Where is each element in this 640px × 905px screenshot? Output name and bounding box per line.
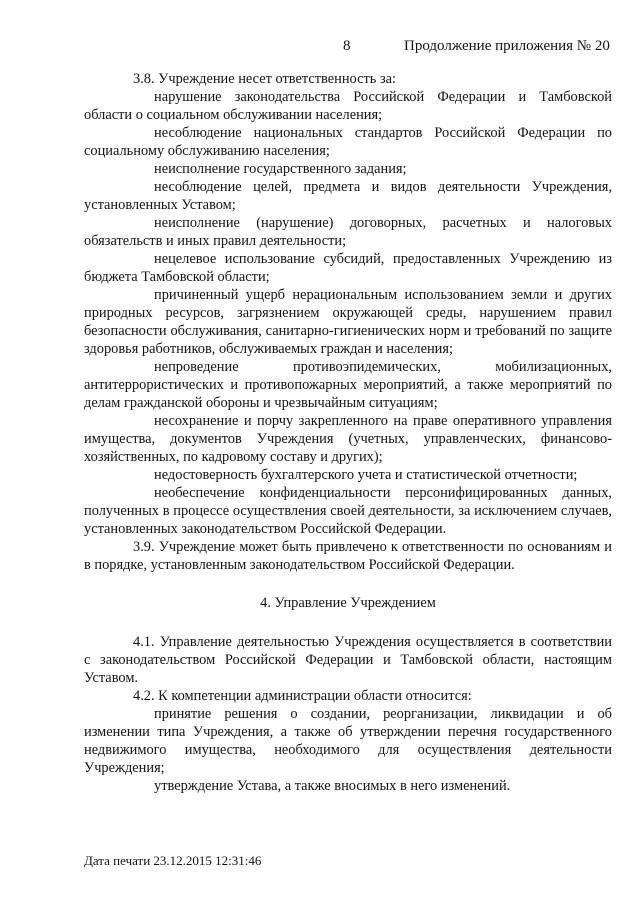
paragraph-4-1: 4.1. Управление деятельностью Учреждения осуществляется в соответствии с законодательством Российской Федерации и Тамбовской области, настоящим Уставом. bbox=[84, 634, 612, 686]
list-item: несохранение и порчу закрепленного на праве оперативного управления имущества, документов Учреждения (учетных, управленческих, финансово-хозяйственных, по кадровому составу и других); bbox=[84, 413, 612, 465]
list-item: принятие решения о создании, реорганизации, ликвидации и об изменении типа Учреждения, а также об утверждении перечня государственного недвижимого имущества, необходимого для осуществления деятельности Учреждения; bbox=[84, 706, 612, 776]
print-date: Дата печати 23.12.2015 12:31:46 bbox=[84, 853, 262, 868]
paragraph-4-2: 4.2. К компетенции администрации области относится: bbox=[133, 688, 472, 704]
list-item: необеспечение конфиденциальности персонифицированных данных, полученных в процессе осуществления своей деятельности, за исключением случаев, установленных законодательством Российской Федерации. bbox=[84, 485, 612, 537]
list-item: несоблюдение национальных стандартов Российской Федерации по социальному обслуживанию населения; bbox=[84, 125, 612, 159]
paragraph-3-8: 3.8. Учреждение несет ответственность за: bbox=[133, 71, 397, 87]
list-item: причиненный ущерб нерациональным использованием земли и других природных ресурсов, загрязнением окружающей среды, нарушением правил безопасности обслуживания, санитарно-гигиенических норм и требований по защите здоровья работников, обслуживаемых граждан и населения; bbox=[84, 287, 612, 357]
list-item: нарушение законодательства Российской Федерации и Тамбовской области о социальном обслуживании населения; bbox=[84, 89, 612, 123]
list-item: утверждение Устава, а также вносимых в него изменений. bbox=[154, 778, 511, 794]
list-item: неисполнение (нарушение) договорных, расчетных и налоговых обязательств и иных правил деятельности; bbox=[84, 215, 612, 249]
section-heading: 4. Управление Учреждением bbox=[260, 595, 436, 611]
list-item: несоблюдение целей, предмета и видов деятельности Учреждения, установленных Уставом; bbox=[84, 179, 612, 213]
list-item: нецелевое использование субсидий, предоставленных Учреждению из бюджета Тамбовской области; bbox=[84, 251, 612, 285]
page-number: 8 bbox=[343, 38, 351, 54]
document-body bbox=[84, 70, 612, 795]
list-item: недостоверность бухгалтерского учета и статистической отчетности; bbox=[154, 467, 578, 483]
list-item: неисполнение государственного задания; bbox=[154, 161, 407, 177]
paragraph-3-9: 3.9. Учреждение может быть привлечено к ответственности по основаниям и в порядке, установленным законодательством Российской Федерации. bbox=[84, 539, 612, 573]
list-item: непроведение противоэпидемических, мобилизационных, антитеррористических и противопожарных мероприятий, а также мероприятий по делам гражданской обороны и чрезвычайным ситуациям; bbox=[84, 359, 612, 411]
appendix-label: Продолжение приложения № 20 bbox=[404, 38, 610, 54]
